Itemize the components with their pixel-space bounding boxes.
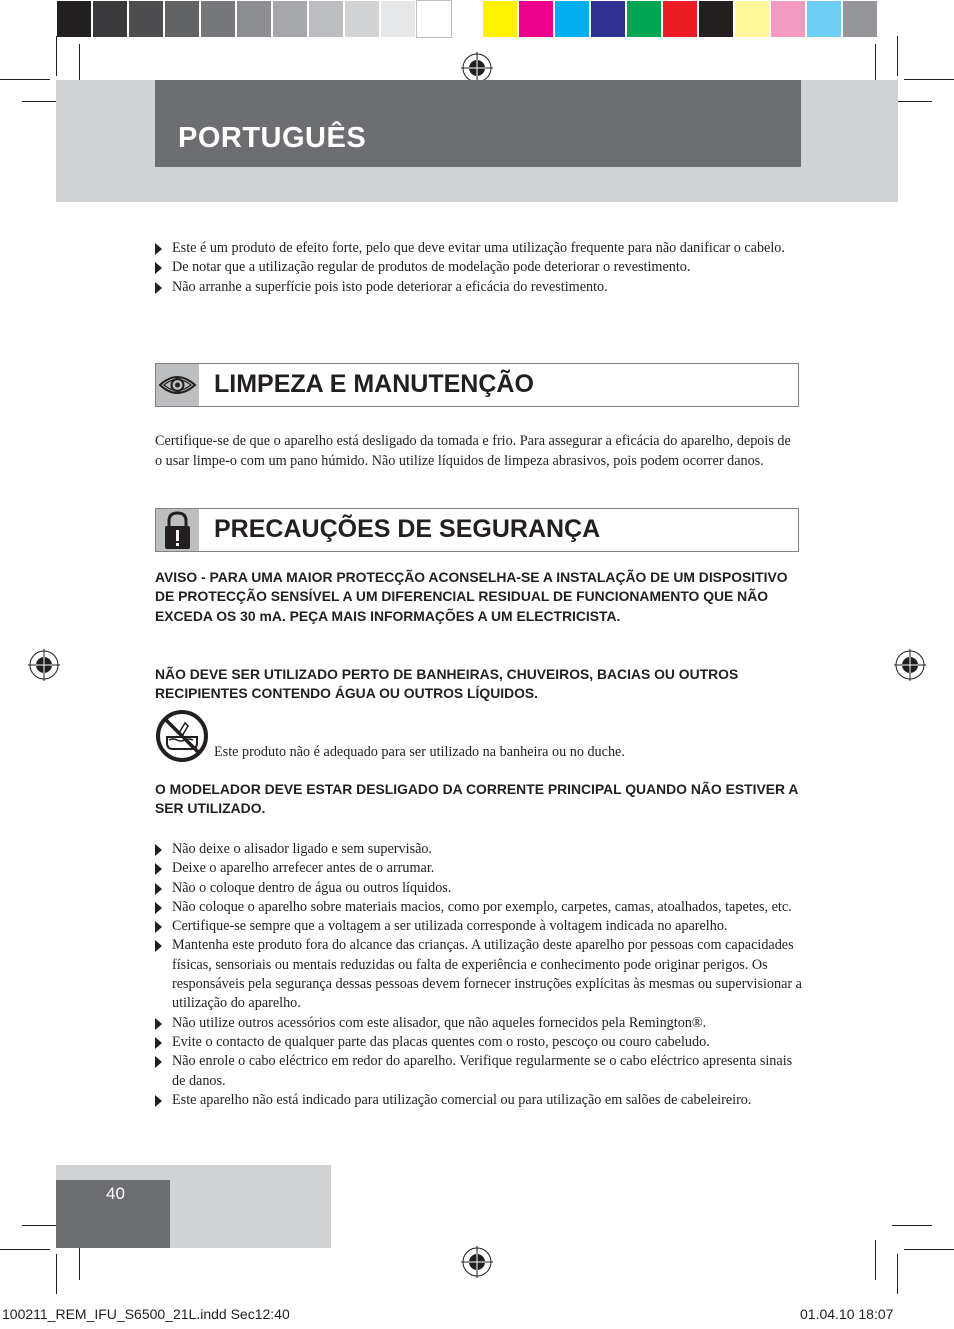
color-swatch — [734, 0, 770, 38]
warning-water: NÃO DEVE SER UTILIZADO PERTO DE BANHEIRAS, CHUVEIROS, BACIAS OU OUTROS RECIPIENTES CONTENDO ÁGUA OU OUTROS LÍQUIDOS. — [155, 666, 739, 702]
list-item: Não coloque o aparelho sobre materiais macios, como por exemplo, carpetes, camas, atoalhados, tapetes, etc. — [155, 898, 803, 917]
color-swatch — [842, 0, 878, 38]
color-swatch — [590, 0, 626, 38]
crop-mark — [904, 1249, 954, 1250]
section-header-safety — [155, 508, 799, 552]
color-swatch — [56, 0, 92, 38]
color-swatch — [128, 0, 164, 38]
eye-icon — [156, 364, 199, 406]
crop-mark — [892, 101, 932, 102]
color-swatch — [92, 0, 128, 38]
process-color-bar — [482, 0, 878, 38]
color-swatch — [806, 0, 842, 38]
padlock-warning-icon — [156, 509, 199, 551]
crop-mark — [875, 1240, 876, 1280]
list-item: Certifique-se sempre que a voltagem a ser utilizada corresponde à voltagem indicada no aparelho. — [155, 917, 803, 936]
crop-mark — [904, 79, 954, 80]
color-swatch — [200, 0, 236, 38]
color-swatch — [770, 0, 806, 38]
crop-mark — [892, 1225, 932, 1226]
slug-date: 01.04.10 18:07 — [800, 1306, 894, 1322]
registration-mark-icon — [894, 649, 926, 681]
slug-filename: 100211_REM_IFU_S6500_21L.indd Sec12:40 — [2, 1306, 290, 1322]
color-swatch — [380, 0, 416, 38]
color-swatch — [554, 0, 590, 38]
list-item: Este aparelho não está indicado para utilização comercial ou para utilização em salões de cabeleireiro. — [155, 1091, 803, 1110]
list-item: Mantenha este produto fora do alcance das crianças. A utilização deste aparelho por pessoas com capacidades físicas, sensoriais ou mentais reduzidas ou falta de experiência e conhecimento pode originar perigos. Os responsáveis pela segurança dessas pessoas devem fornecer instruções explícitas às mesmas ou supervisionar a utilização do aparelho. — [155, 936, 803, 1013]
bath-warning-text: Este produto não é adequado para ser utilizado na banheira ou no duche. — [214, 744, 625, 760]
color-swatch — [344, 0, 380, 38]
list-item: De notar que a utilização regular de produtos de modelação pode deteriorar o revestimento. — [155, 258, 805, 277]
registration-mark-icon — [461, 1246, 493, 1278]
intro-bullet-list — [155, 239, 805, 297]
list-item: Evite o contacto de qualquer parte das placas quentes com o rosto, pescoço ou couro cabeludo. — [155, 1033, 803, 1052]
page-number: 40 — [106, 1184, 125, 1203]
crop-mark — [897, 36, 898, 76]
no-bath-icon — [155, 709, 209, 763]
list-item: Deixe o aparelho arrefecer antes de o arrumar. — [155, 859, 803, 878]
color-swatch — [308, 0, 344, 38]
color-swatch — [416, 0, 452, 38]
safety-bullet-list — [155, 840, 803, 1110]
warning-rcd: AVISO - PARA UMA MAIOR PROTECÇÃO ACONSELHA-SE A INSTALAÇÃO DE UM DISPOSITIVO DE PROTECÇÃO SENSÍVEL A UM DIFERENCIAL RESIDUAL DE FUNCIONAMENTO QUE NÃO EXCEDA OS 30 mA. PEÇA MAIS INFORMAÇÕES A UM ELECTRICISTA. — [155, 569, 788, 624]
section-title: PRECAUÇÕES DE SEGURANÇA — [214, 515, 601, 543]
list-item: Este é um produto de efeito forte, pelo que deve evitar uma utilização frequente para não danificar o cabelo. — [155, 239, 805, 258]
color-swatch — [626, 0, 662, 38]
color-swatch — [164, 0, 200, 38]
color-swatch — [236, 0, 272, 38]
list-item: Não deixe o alisador ligado e sem supervisão. — [155, 840, 803, 859]
color-swatch — [272, 0, 308, 38]
color-swatch — [698, 0, 734, 38]
grayscale-color-bar — [56, 0, 452, 38]
crop-mark — [56, 1254, 57, 1294]
color-swatch — [662, 0, 698, 38]
page-title: PORTUGUÊS — [178, 122, 367, 154]
color-swatch — [518, 0, 554, 38]
crop-mark — [56, 36, 57, 76]
list-item: Não o coloque dentro de água ou outros líquidos. — [155, 879, 803, 898]
color-swatch — [482, 0, 518, 38]
cleaning-text: Certifique-se de que o aparelho está desligado da tomada e frio. Para assegurar a eficácia do aparelho, depois de o usar limpe-o com um pano húmido. Não utilize líquidos de limpeza abrasivos, pois podem ocorrer danos. — [155, 433, 791, 469]
crop-mark — [897, 1254, 898, 1294]
warning-unplug: O MODELADOR DEVE ESTAR DESLIGADO DA CORRENTE PRINCIPAL QUANDO NÃO ESTIVER A SER UTILIZADO. — [155, 781, 798, 817]
crop-mark — [0, 79, 50, 80]
list-item: Não enrole o cabo eléctrico em redor do aparelho. Verifique regularmente se o cabo eléctrico apresenta sinais de danos. — [155, 1052, 803, 1091]
registration-mark-icon — [28, 649, 60, 681]
list-item: Não arranhe a superfície pois isto pode deteriorar a eficácia do revestimento. — [155, 278, 805, 297]
section-header-cleaning — [155, 363, 799, 407]
crop-mark — [0, 1249, 50, 1250]
section-title: LIMPEZA E MANUTENÇÃO — [214, 370, 534, 398]
list-item: Não utilize outros acessórios com este alisador, que não aqueles fornecidos pela Remington®. — [155, 1014, 803, 1033]
